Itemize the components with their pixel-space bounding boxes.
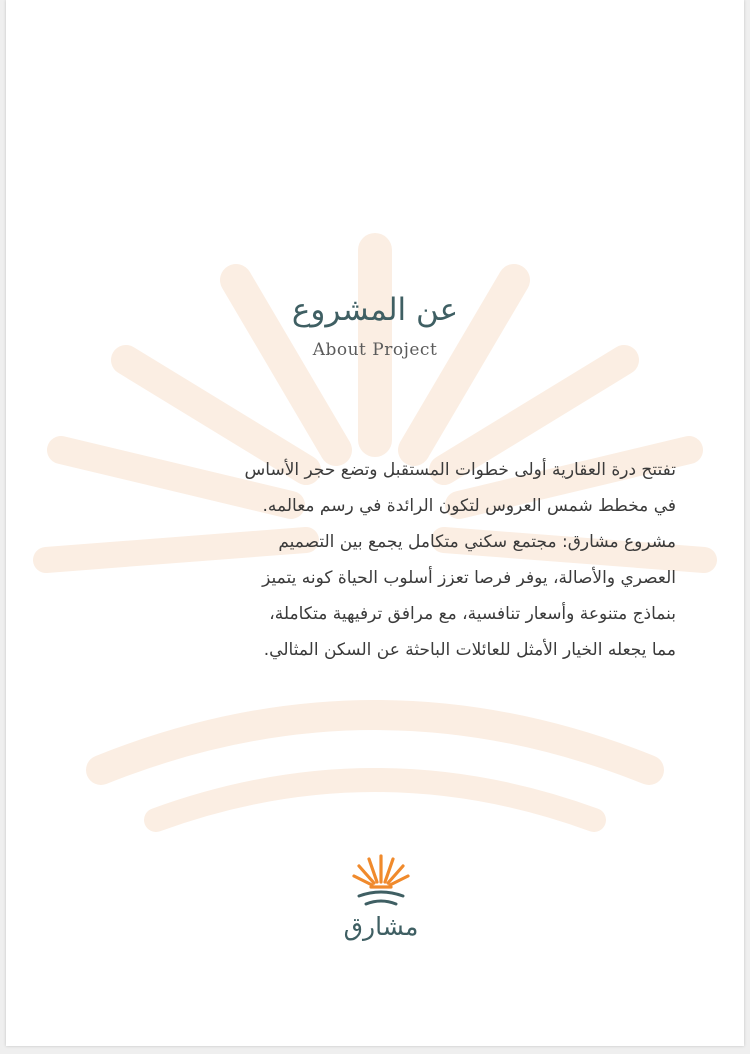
about-paragraph [94,452,676,668]
paragraph-line: العصري والأصالة، يوفر فرصا تعزز أسلوب الحياة كونه يتميز [262,568,676,588]
brand-name: مشارق [343,912,419,941]
paragraph-line: تفتتح درة العقارية أولى خطوات المستقبل وتضع حجر الأساس [244,460,676,480]
paragraph-line: في مخطط شمس العروس لتكون الرائدة في رسم معالمه. [262,496,676,516]
sun-rays-icon [351,852,411,908]
paragraph-line: بنماذج متنوعة وأسعار تنافسية، مع مرافق ترفيهية متكاملة، [269,604,676,624]
page-title-arabic: عن المشروع [291,292,459,328]
brand-logo [325,852,437,941]
paragraph-line: مما يجعله الخيار الأمثل للعائلات الباحثة عن السكن المثالي. [263,640,676,660]
document-page [6,0,744,1046]
paragraph-line: مشروع مشارق: مجتمع سكني متكامل يجمع بين التصميم [278,532,676,552]
page-title-english: About Project [312,340,438,360]
